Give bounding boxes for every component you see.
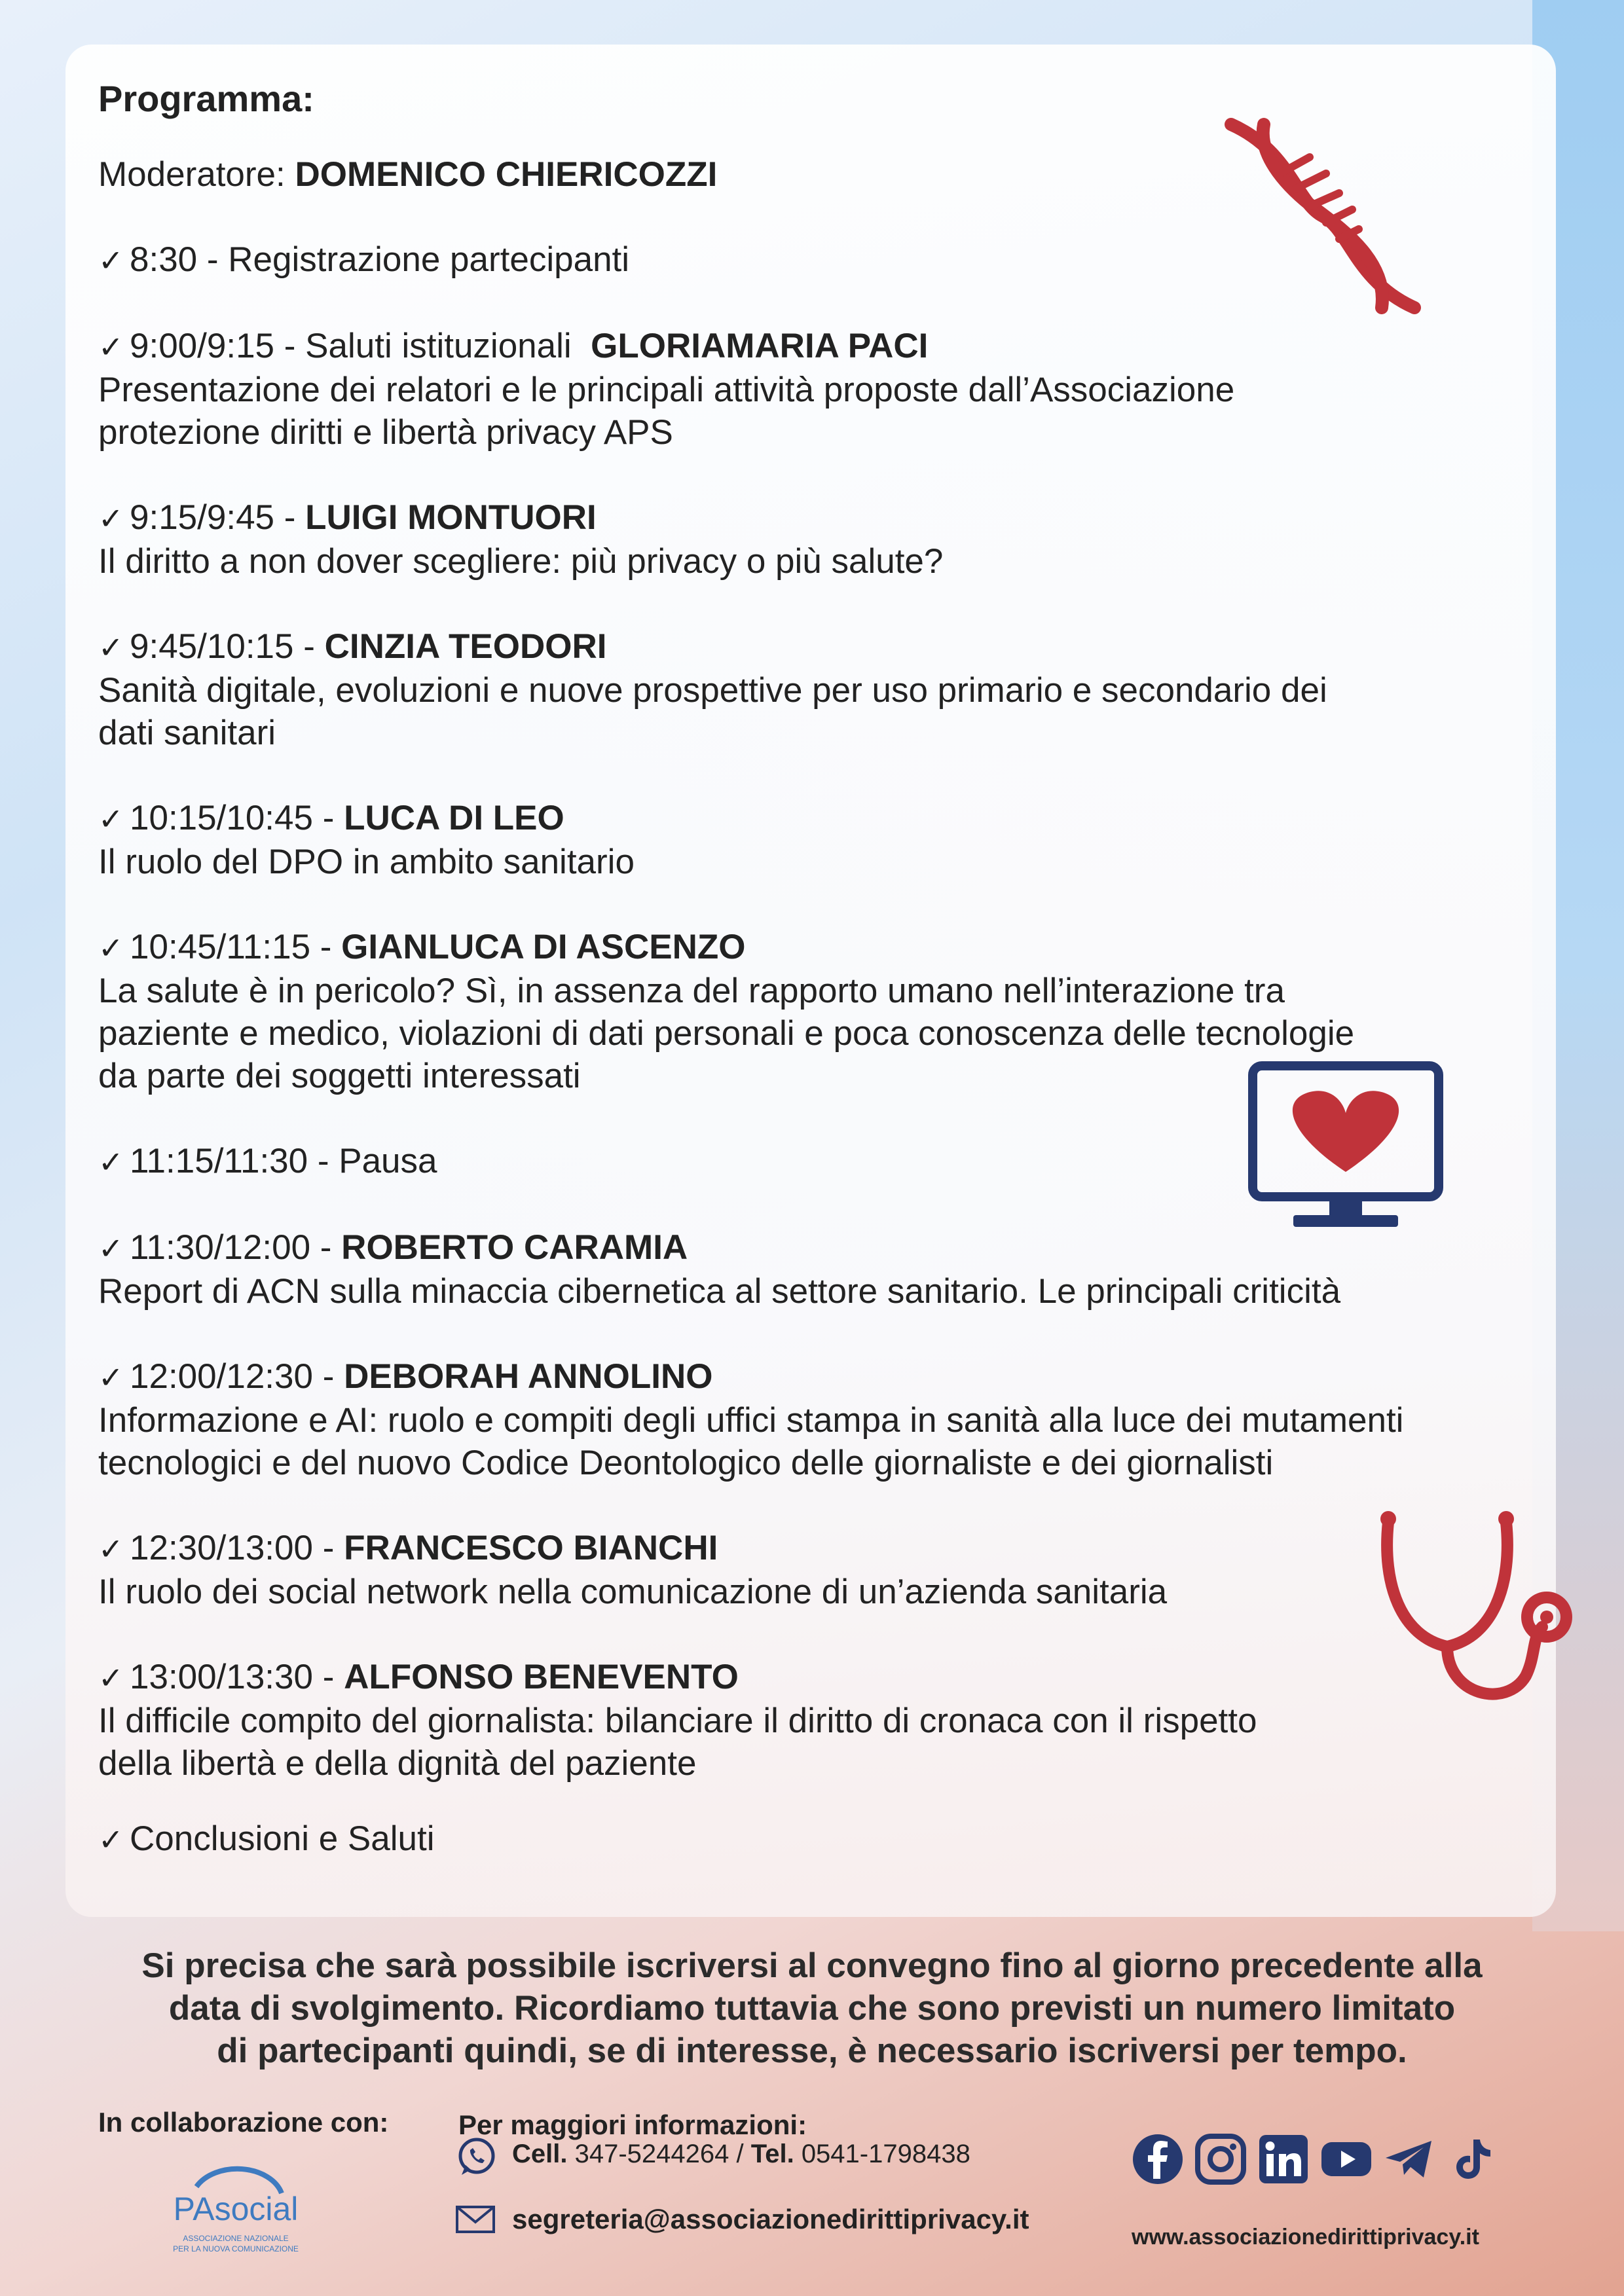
check-icon: ✓ (98, 802, 124, 836)
item-desc: Il diritto a non dover scegliere: più privacy o più salute? (98, 542, 944, 581)
item-speaker: GLORIAMARIA PACI (591, 327, 929, 365)
program-item-6 (98, 1140, 1539, 1184)
instagram-icon[interactable] (1194, 2133, 1247, 2185)
item-desc: Presentazione dei relatori e le principali attività proposte dall’Associazione (98, 371, 1235, 409)
program-item-9 (98, 1527, 1539, 1571)
program-item-7 (98, 1226, 1539, 1270)
item-desc: paziente e medico, violazioni di dati personali e poca conoscenza delle tecnologie (98, 1014, 1355, 1053)
item-speaker: FRANCESCO BIANCHI (344, 1529, 718, 1567)
mail-icon (455, 2205, 496, 2234)
program-item-1 (98, 325, 1539, 369)
item-text: Pausa (339, 1142, 437, 1180)
program-item-10 (98, 1656, 1539, 1700)
item-desc: Il ruolo del DPO in ambito sanitario (98, 843, 635, 881)
program-title: Programma: (98, 78, 314, 119)
program-content (98, 77, 1539, 1861)
item-time: 10:45/11:15 - (130, 928, 332, 966)
item-desc: Report di ACN sulla minaccia cibernetica al settore sanitario. Le principali criticità (98, 1272, 1341, 1311)
item-speaker: LUCA DI LEO (344, 799, 564, 837)
item-speaker: DEBORAH ANNOLINO (344, 1357, 713, 1396)
check-icon: ✓ (98, 1661, 124, 1695)
phone-line (512, 2140, 970, 2169)
item-desc: tecnologici e del nuovo Codice Deontologico delle giornaliste e dei giornalisti (98, 1444, 1274, 1482)
item-speaker: GIANLUCA DI ASCENZO (341, 928, 746, 966)
program-item-5 (98, 926, 1539, 970)
item-time: 11:30/12:00 - (130, 1228, 332, 1267)
check-icon: ✓ (98, 1532, 124, 1566)
check-icon: ✓ (98, 501, 124, 536)
check-icon: ✓ (98, 1231, 124, 1266)
item-time: 9:45/10:15 - (130, 627, 315, 666)
item-desc: Informazione e AI: ruolo e compiti degli uffici stampa in sanità alla luce dei mutamenti (98, 1401, 1404, 1440)
item-desc: Il difficile compito del giornalista: bilanciare il diritto di cronaca con il rispetto (98, 1702, 1257, 1740)
item-desc: Sanità digitale, evoluzioni e nuove prospettive per uso primario e secondario dei (98, 671, 1327, 710)
check-icon: ✓ (98, 931, 124, 965)
item-desc: protezione diritti e libertà privacy APS (98, 413, 673, 452)
item-time: 9:00/9:15 - (130, 327, 296, 365)
collab-label: In collaborazione con: (98, 2107, 389, 2138)
check-icon: ✓ (98, 630, 124, 665)
linkedin-icon[interactable] (1257, 2133, 1310, 2185)
notice-line: data di svolgimento. Ricordiamo tuttavia che sono previsti un numero limitato (168, 1989, 1456, 2028)
moderator-line (98, 153, 1539, 196)
tel-value[interactable]: 0541-1798438 (801, 2140, 970, 2168)
program-item-2 (98, 496, 1539, 540)
pasocial-logo-text: PAsocial (173, 2191, 299, 2227)
program-item-4 (98, 797, 1539, 841)
item-speaker: CINZIA TEODORI (324, 627, 607, 666)
check-icon: ✓ (98, 244, 124, 278)
item-time: 11:15/11:30 - (130, 1142, 329, 1180)
item-time: 8:30 - (130, 240, 219, 279)
item-time: 10:15/10:45 - (130, 799, 335, 837)
item-speaker: ROBERTO CARAMIA (341, 1228, 688, 1267)
tel-label: Tel. (750, 2140, 794, 2168)
program-item-0 (98, 238, 1539, 282)
item-desc: Il ruolo dei social network nella comunicazione di un’azienda sanitaria (98, 1573, 1168, 1611)
social-icons (1132, 2133, 1498, 2185)
tiktok-icon[interactable] (1446, 2133, 1498, 2185)
notice-line: di partecipanti quindi, se di interesse, è necessario iscriversi per tempo. (217, 2032, 1407, 2070)
item-desc: della libertà e della dignità del paziente (98, 1744, 697, 1783)
facebook-icon[interactable] (1132, 2133, 1184, 2185)
moderator-label: Moderatore: (98, 155, 286, 194)
whatsapp-icon (455, 2136, 498, 2179)
info-label: Per maggiori informazioni: (458, 2109, 807, 2140)
item-speaker: ALFONSO BENEVENTO (344, 1658, 739, 1696)
item-time: 9:15/9:45 - (130, 498, 296, 537)
item-text: Registrazione partecipanti (228, 240, 630, 279)
email-link[interactable]: segreteria@associazionedirittiprivacy.it (512, 2204, 1029, 2234)
item-time: 12:30/13:00 - (130, 1529, 335, 1567)
item-text: Conclusioni e Saluti (130, 1819, 435, 1858)
program-item-3 (98, 625, 1539, 669)
item-time: 13:00/13:30 - (130, 1658, 335, 1696)
item-desc: La salute è in pericolo? Sì, in assenza del rapporto umano nell’interazione tra (98, 972, 1285, 1010)
program-item-11 (98, 1817, 1539, 1861)
pasocial-logo (170, 2160, 301, 2265)
notice-line: Si precisa che sarà possibile iscriversi al convegno fino al giorno precedente alla (141, 1946, 1483, 1985)
item-desc: dati sanitari (98, 714, 276, 752)
check-icon: ✓ (98, 1823, 124, 1857)
check-icon: ✓ (98, 1145, 124, 1179)
item-text: Saluti istituzionali (305, 327, 572, 365)
cell-value[interactable]: 347-5244264 / (574, 2140, 744, 2168)
moderator-name: DOMENICO CHIERICOZZI (295, 155, 718, 194)
check-icon: ✓ (98, 1360, 124, 1394)
item-time: 12:00/12:30 - (130, 1357, 335, 1396)
registration-notice (72, 1944, 1552, 2072)
pasocial-logo-sub: PER LA NUOVA COMUNICAZIONE (173, 2244, 299, 2253)
item-speaker: LUIGI MONTUORI (305, 498, 597, 537)
cell-label: Cell. (512, 2140, 568, 2168)
check-icon: ✓ (98, 330, 124, 364)
youtube-icon[interactable] (1320, 2133, 1373, 2185)
program-item-8 (98, 1355, 1539, 1399)
item-desc: da parte dei soggetti interessati (98, 1057, 581, 1095)
website-link[interactable]: www.associazionedirittiprivacy.it (1132, 2225, 1479, 2250)
telegram-icon[interactable] (1383, 2133, 1435, 2185)
pasocial-logo-sub: ASSOCIAZIONE NAZIONALE (183, 2234, 289, 2243)
